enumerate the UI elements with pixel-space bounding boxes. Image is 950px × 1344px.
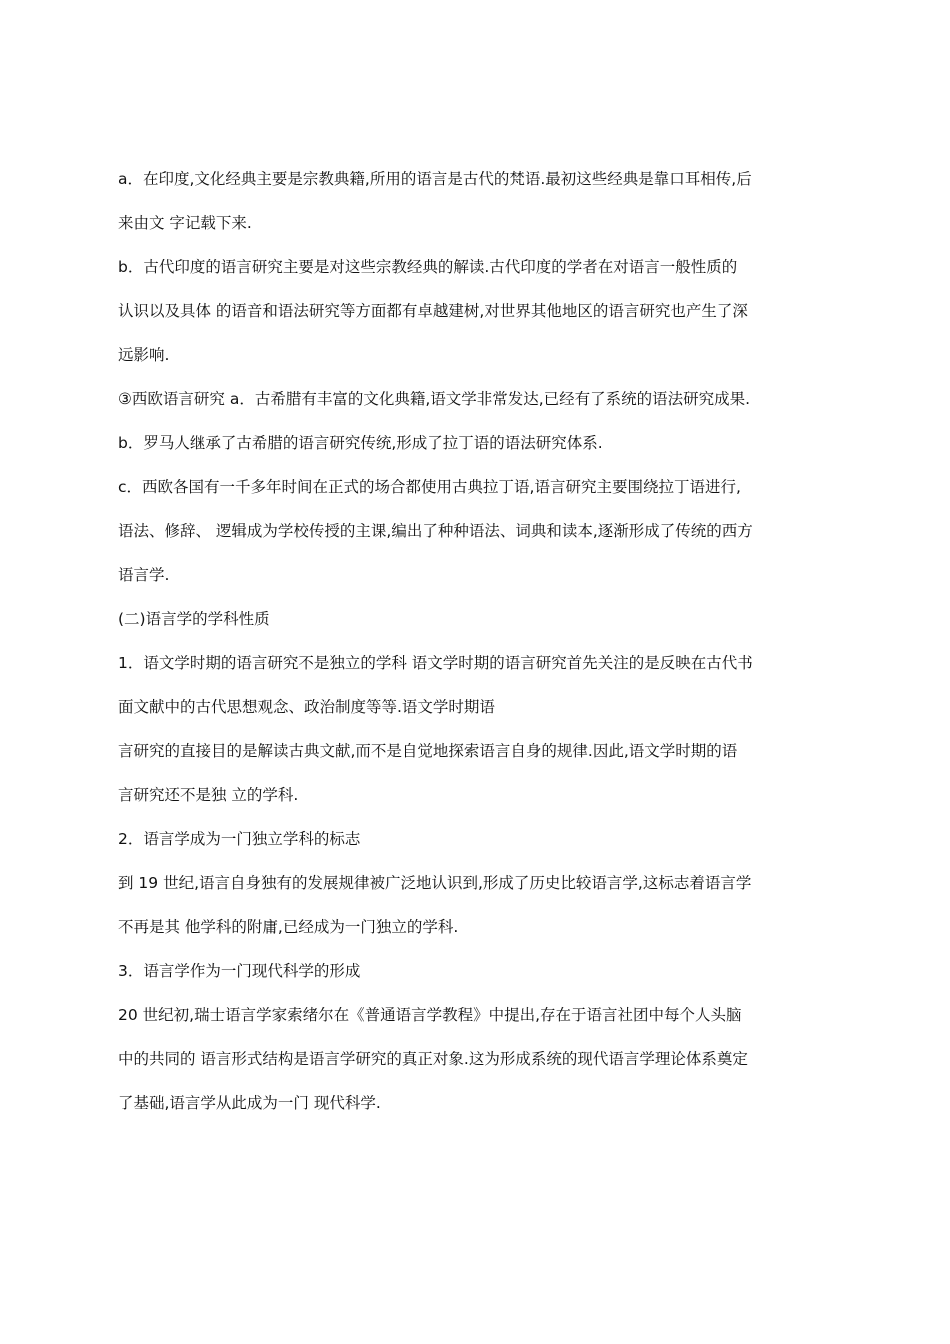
text-line: 言研究的直接目的是解读古典文献,而不是自觉地探索语言自身的规律.因此,语文学时期的语 — [118, 742, 738, 760]
text-line: 了基础,语言学从此成为一门 现代科学. — [118, 1094, 381, 1112]
text-line: ③西欧语言研究 a．古希腊有丰富的文化典籍,语文学非常发达,已经有了系统的语法研究成果. — [118, 390, 751, 408]
text-line: b．罗马人继承了古希腊的语言研究传统,形成了拉丁语的语法研究体系. — [118, 434, 603, 452]
text-line: 20 世纪初,瑞士语言学家索绪尔在《普通语言学教程》中提出,存在于语言社团中每个人头脑 — [118, 1006, 742, 1024]
text-line: 不再是其 他学科的附庸,已经成为一门独立的学科. — [118, 918, 459, 936]
subsection-heading: 2．语言学成为一门独立学科的标志 — [118, 830, 361, 848]
text-line: 远影响. — [118, 346, 170, 364]
text-line: a．在印度,文化经典主要是宗教典籍,所用的语言是古代的梵语.最初这些经典是靠口耳相传,后 — [118, 170, 752, 188]
text-line: 1．语文学时期的语言研究不是独立的学科 语文学时期的语言研究首先关注的是反映在古代书 — [118, 654, 753, 672]
text-line: 面文献中的古代思想观念、政治制度等等.语文学时期语 — [118, 698, 495, 716]
text-line: c．西欧各国有一千多年时间在正式的场合都使用古典拉丁语,语言研究主要围绕拉丁语进行, — [118, 478, 741, 496]
text-line: 语言学. — [118, 566, 170, 584]
text-line: 语法、修辞、 逻辑成为学校传授的主课,编出了种种语法、词典和读本,逐渐形成了传统的西方 — [118, 522, 753, 540]
document-body — [118, 166, 838, 1134]
subsection-heading: 3．语言学作为一门现代科学的形成 — [118, 962, 361, 980]
text-line: 中的共同的 语言形式结构是语言学研究的真正对象.这为形成系统的现代语言学理论体系奠定 — [118, 1050, 748, 1068]
text-line: 到 19 世纪,语言自身独有的发展规律被广泛地认识到,形成了历史比较语言学,这标志着语言学 — [118, 874, 752, 892]
section-heading: (二)语言学的学科性质 — [118, 610, 270, 628]
text-line: 言研究还不是独 立的学科. — [118, 786, 299, 804]
text-line: 来由文 字记载下来. — [118, 214, 252, 232]
text-line: 认识以及具体 的语音和语法研究等方面都有卓越建树,对世界其他地区的语言研究也产生了深 — [118, 302, 748, 320]
text-line: b．古代印度的语言研究主要是对这些宗教经典的解读.古代印度的学者在对语言一般性质的 — [118, 258, 738, 276]
